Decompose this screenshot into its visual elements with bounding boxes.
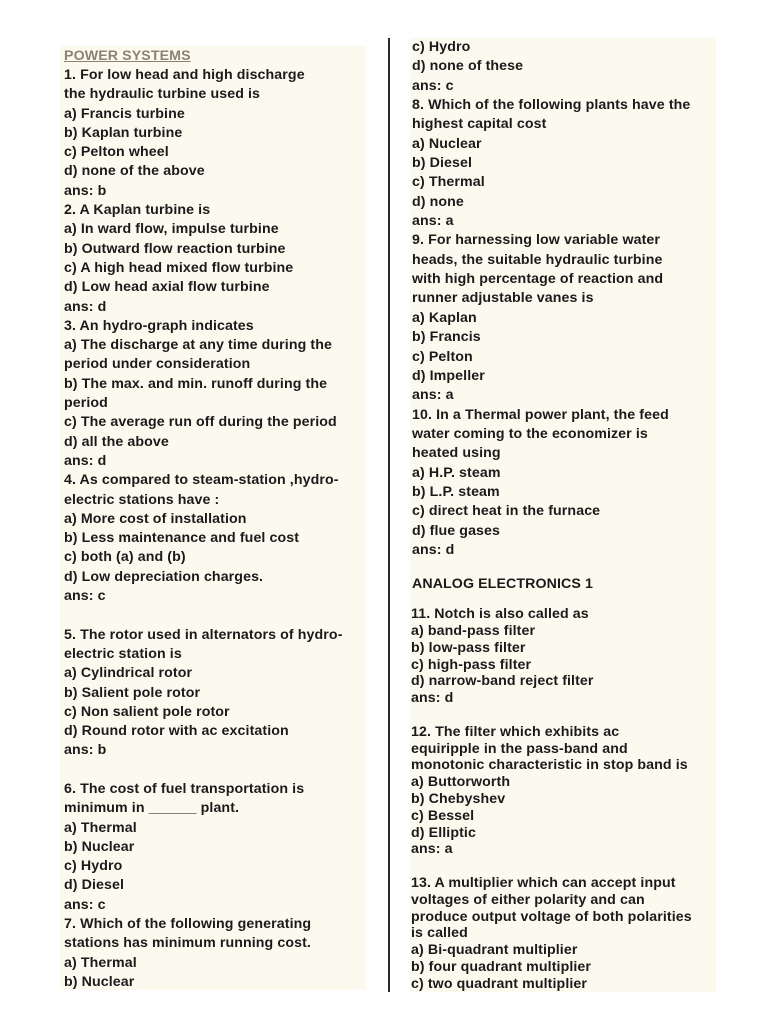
text-line: a) Nuclear [412,135,482,152]
text-line: d) none of these [412,58,524,75]
text-line: voltages of either polarity and can [411,891,645,908]
text-line: d) none of the above [64,163,205,180]
text-line: 1. For low head and high discharge [64,67,305,83]
text-line: monotonic characteristic in stop band is [411,757,688,774]
text-line: heads, the suitable hydraulic turbine [412,251,663,268]
text-line: c) Hydro [64,858,123,875]
blank-line [60,606,366,625]
text-line: ans: d [64,298,107,315]
blank-line [60,761,366,780]
text-line: c) The average run off during the period [64,414,337,431]
text-line: produce output voltage of both polarities [411,908,692,925]
section-heading-analog-electronics: ANALOG ELECTRONICS 1 [412,576,593,593]
text-line: highest capital cost [412,116,547,133]
text-line: a) Kaplan [412,309,477,326]
text-line: c) high-pass filter [411,656,532,673]
text-line: 6. The cost of fuel transportation is [64,780,305,797]
text-line: b) four quadrant multiplier [411,959,592,976]
text-line: c) Pelton wheel [64,144,169,161]
text-line: ans: d [411,690,454,707]
text-line: a) Cylindrical rotor [64,665,193,682]
text-line: ans: c [412,77,454,94]
text-line: c) direct heat in the furnace [412,503,601,520]
text-line: c) Bessel [411,807,475,824]
text-line: c) Non salient pole rotor [64,703,230,720]
blank-line [410,858,716,875]
text-line: ans: c [64,588,106,605]
text-line: a) band-pass filter [411,623,536,640]
left-text-lines [60,66,366,992]
text-line: d) Elliptic [411,824,476,841]
text-line: 5. The rotor used in alternators of hydro- [64,626,343,643]
text-line: b) Less maintenance and fuel cost [64,530,300,547]
text-line: 9. For harnessing low variable water [412,232,661,249]
text-line: ans: d [412,541,455,558]
text-line: b) Francis [412,329,481,346]
text-line: electric stations have : [64,491,220,508]
text-line: a) Bi-quadrant multiplier [411,942,578,959]
text-line: 2. A Kaplan turbine is [64,202,211,219]
text-line: b) Nuclear [64,973,135,990]
column-divider [388,38,390,992]
text-line: b) Nuclear [64,838,135,855]
text-line: electric station is [64,645,182,662]
text-line: 10. In a Thermal power plant, the feed [412,406,669,423]
text-line: d) none [412,193,464,210]
text-line: stations has minimum running cost. [64,935,311,952]
text-line: the hydraulic turbine used is [64,86,261,103]
text-line: period [64,395,108,412]
text-line: b) The max. and min. runoff during the [64,375,328,392]
text-line: b) Outward flow reaction turbine [64,240,286,257]
text-line: water coming to the economizer is [412,425,648,442]
text-line: a) H.P. steam [412,464,501,481]
text-line: 7. Which of the following generating [64,916,312,933]
text-line: c) Hydro [412,39,471,55]
right-text-lines-top [410,38,716,560]
text-line: d) Impeller [412,367,485,384]
text-line: heated using [412,445,501,462]
text-line: minimum in ______ plant. [64,800,240,817]
text-line: 12. The filter which exhibits ac [411,723,620,740]
text-line: a) Francis turbine [64,105,185,122]
text-line: d) flue gases [412,522,501,539]
text-line: a) Buttorworth [411,774,511,791]
text-line: ans: a [412,213,454,230]
left-column [60,46,366,990]
text-line: ans: d [64,452,107,469]
text-line: is called [411,925,468,942]
text-line: ans: a [412,387,454,404]
text-line: b) Chebyshev [411,791,506,808]
text-line: d) Low depreciation charges. [64,568,264,585]
text-line: b) Diesel [412,155,473,172]
text-line: c) A high head mixed flow turbine [64,259,294,276]
text-line: b) Kaplan turbine [64,124,183,141]
text-line: d) all the above [64,433,169,450]
text-line: 8. Which of the following plants have the [412,97,691,114]
text-line: 13. A multiplier which can accept input [411,875,676,892]
text-line: c) Pelton [412,348,473,365]
text-line: with high percentage of reaction and [412,271,664,288]
text-line: 11. Notch is also called as [411,606,589,623]
text-line: 3. An hydro-graph indicates [64,317,254,334]
right-text-lines-bottom [410,606,716,992]
text-line: d) Round rotor with ac excitation [64,723,289,740]
text-line: ans: b [64,182,107,199]
blank-line [410,707,716,724]
text-line: ans: a [411,841,453,858]
text-line: a) Thermal [64,954,137,971]
text-line: period under consideration [64,356,251,373]
text-line: b) L.P. steam [412,483,500,500]
text-line: a) Thermal [64,819,137,836]
text-line: c) two quadrant multiplier [411,975,588,992]
text-line: d) narrow-band reject filter [411,673,594,690]
text-line: ans: c [64,896,106,913]
text-line: d) Diesel [64,877,125,894]
text-line: a) More cost of installation [64,510,247,527]
text-line: c) Thermal [412,174,485,191]
text-line: b) Salient pole rotor [64,684,201,701]
right-column [410,38,716,992]
text-line: equiripple in the pass-band and [411,740,628,757]
text-line: a) In ward flow, impulse turbine [64,221,279,238]
text-line: a) The discharge at any time during the [64,337,332,354]
section-heading-power-systems: POWER SYSTEMS [64,48,191,64]
text-line: c) both (a) and (b) [64,549,186,566]
text-line: ans: b [64,742,107,759]
text-line: 4. As compared to steam-station ,hydro- [64,472,339,489]
text-line: d) Low head axial flow turbine [64,279,270,296]
text-line: b) low-pass filter [411,639,526,656]
text-line: runner adjustable vanes is [412,290,594,307]
